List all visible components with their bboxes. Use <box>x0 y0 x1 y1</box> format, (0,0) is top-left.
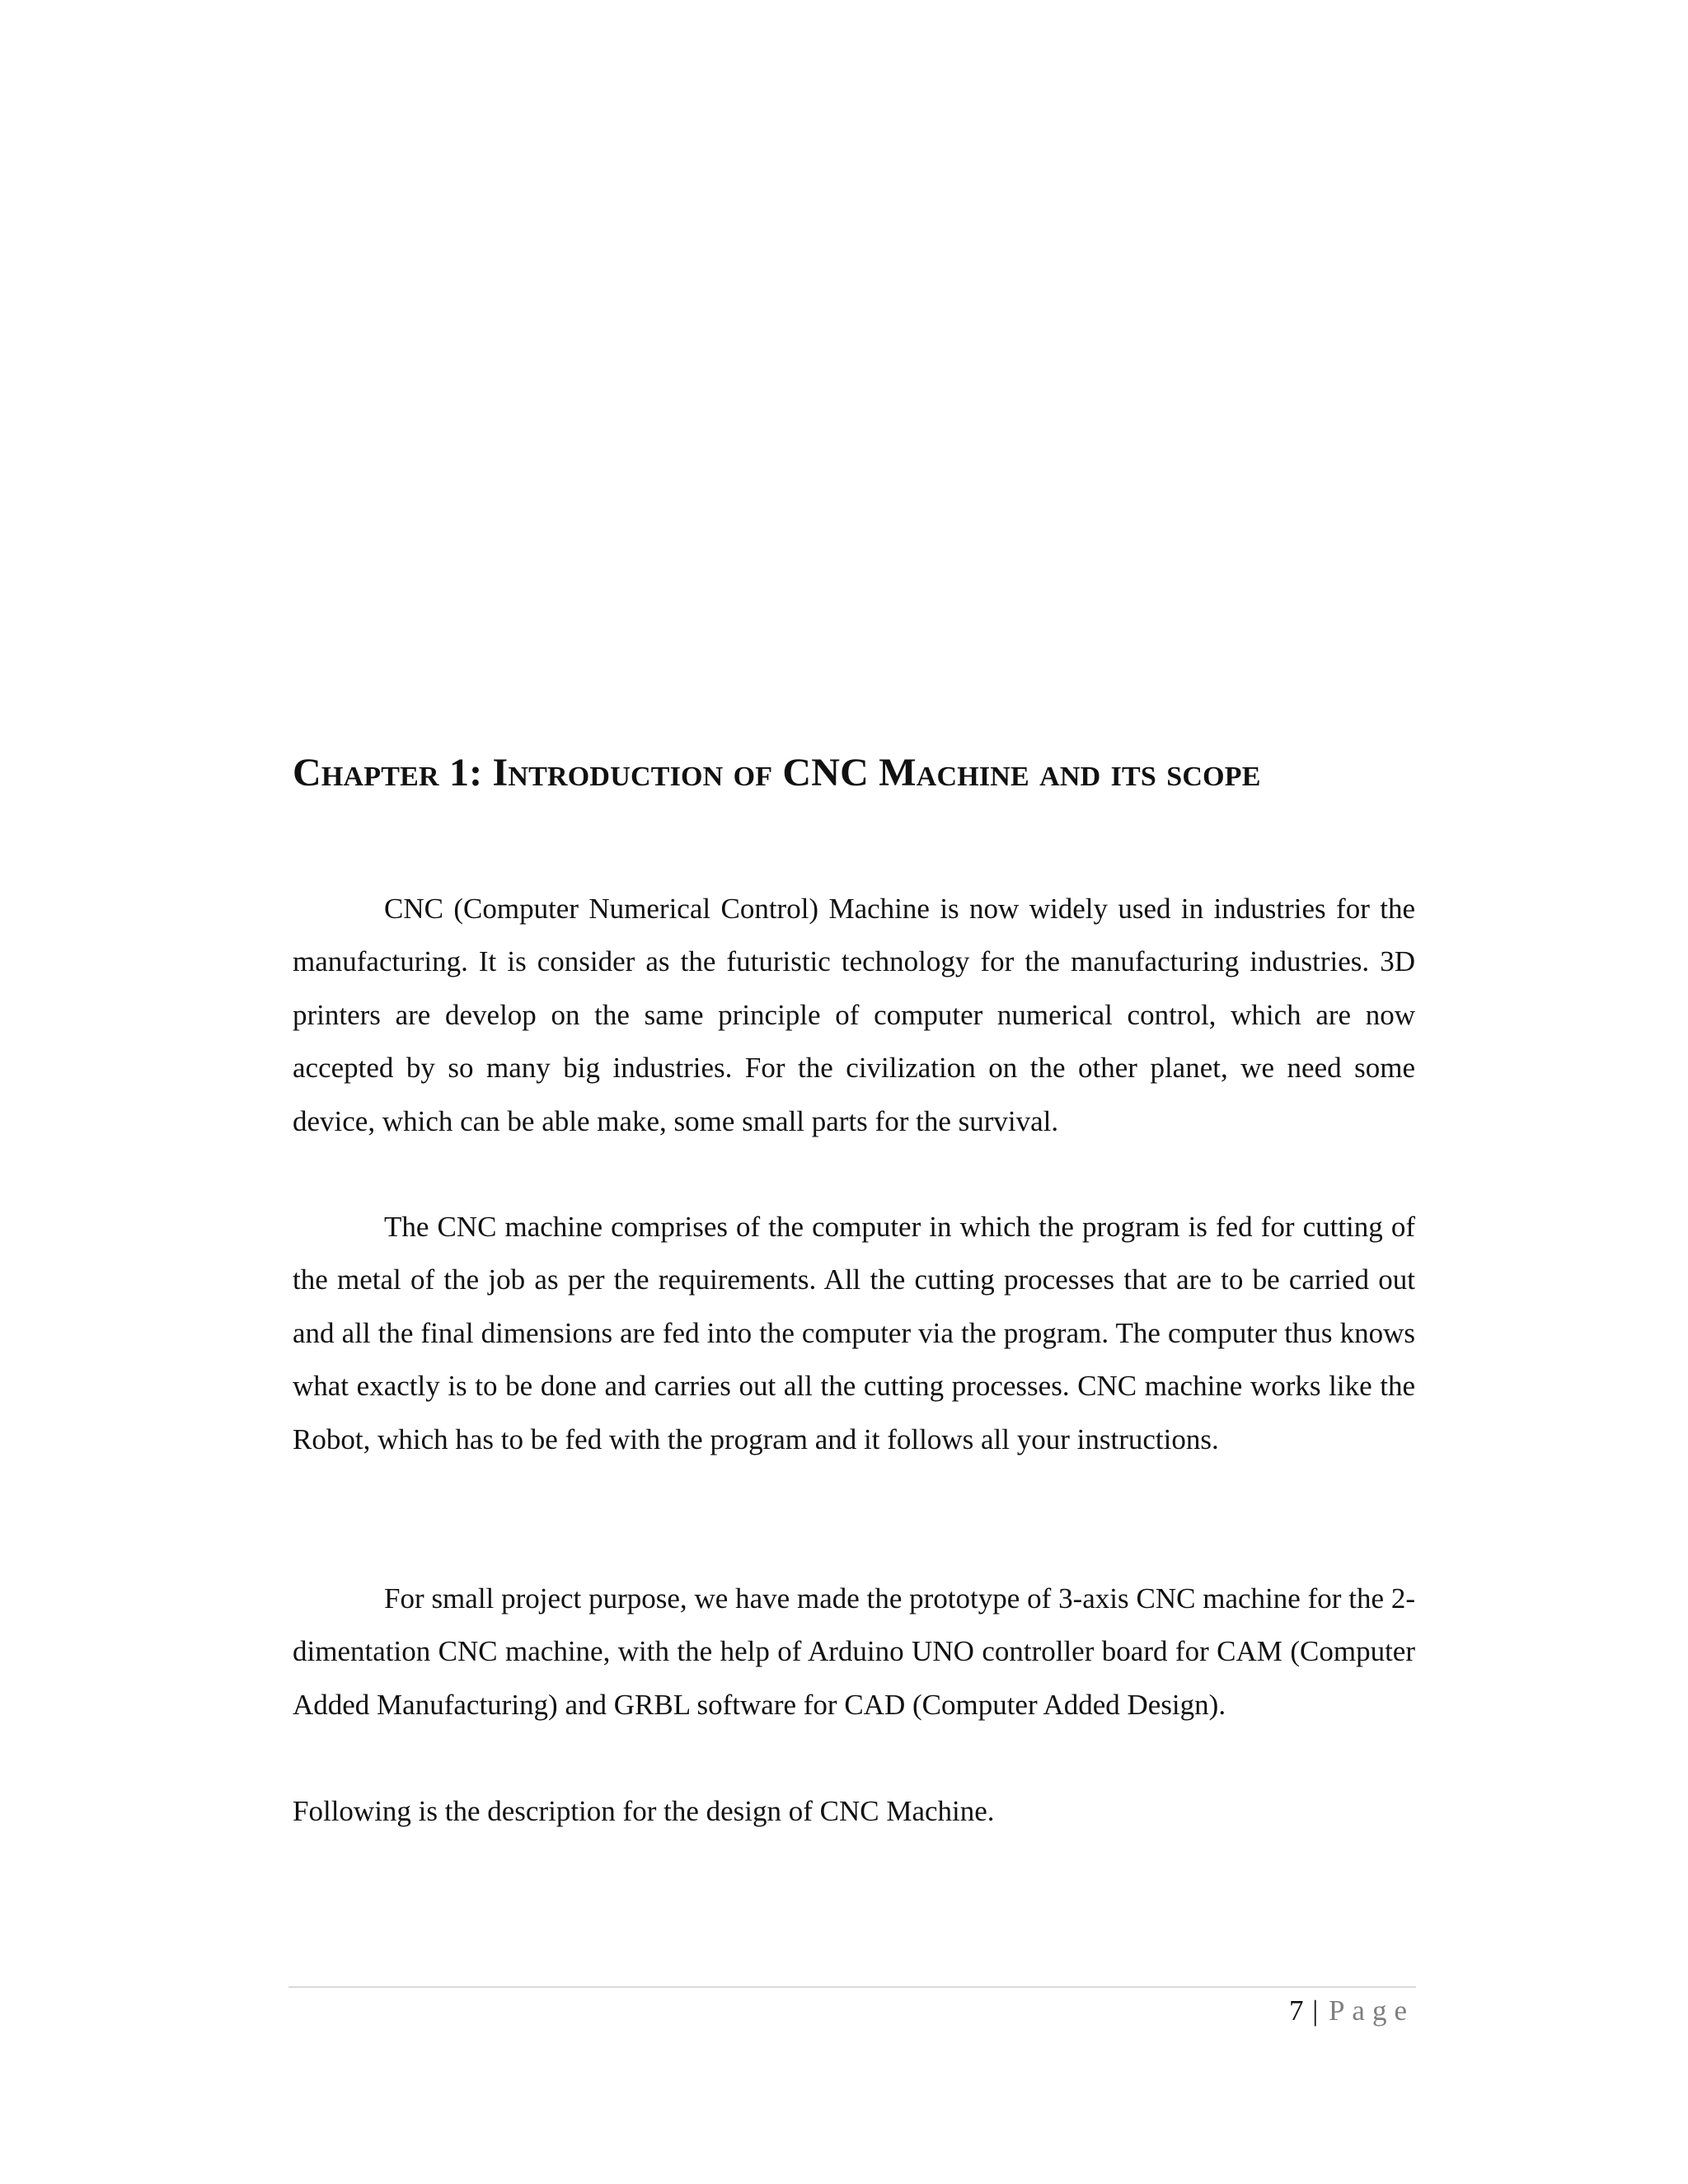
page-number: 7 <box>1288 1994 1304 2027</box>
footer-divider <box>288 1986 1416 1988</box>
page-footer <box>1289 1986 1414 2036</box>
body-paragraph: For small project purpose, we have made the prototype of 3-axis CNC machine for the 2-dimentation CNC machine, with the help of Arduino UNO controller board for CAM (Computer Added Manufacturing) and GRBL software for CAD (Computer Added Design). <box>293 1582 1415 1721</box>
footer-separator: | <box>1312 1994 1319 2027</box>
body-paragraph: CNC (Computer Numerical Control) Machine is now widely used in industries for the manufacturing. It is consider as the futuristic technology for the manufacturing industries. 3D printers are develop on the same principle of computer numerical control, which are now accepted by so many big industries. For the civilization on the other planet, we need some device, which can be able make, some small parts for the survival. <box>293 893 1415 1137</box>
page-label: Page <box>1328 1994 1414 2027</box>
closing-line: Following is the description for the design of CNC Machine. <box>293 1795 995 1827</box>
chapter-title: Chapter 1: Introduction of CNC Machine and its scope <box>293 751 1261 794</box>
body-paragraph: The CNC machine comprises of the computer in which the program is fed for cutting of the metal of the job as per the requirements. All the cutting processes that are to be carried out and all the final dimensions are fed into the computer via the program. The computer thus knows what exactly is to be done and carries out all the cutting processes. CNC machine works like the Robot, which has to be fed with the program and it follows all your instructions. <box>293 1211 1415 1455</box>
